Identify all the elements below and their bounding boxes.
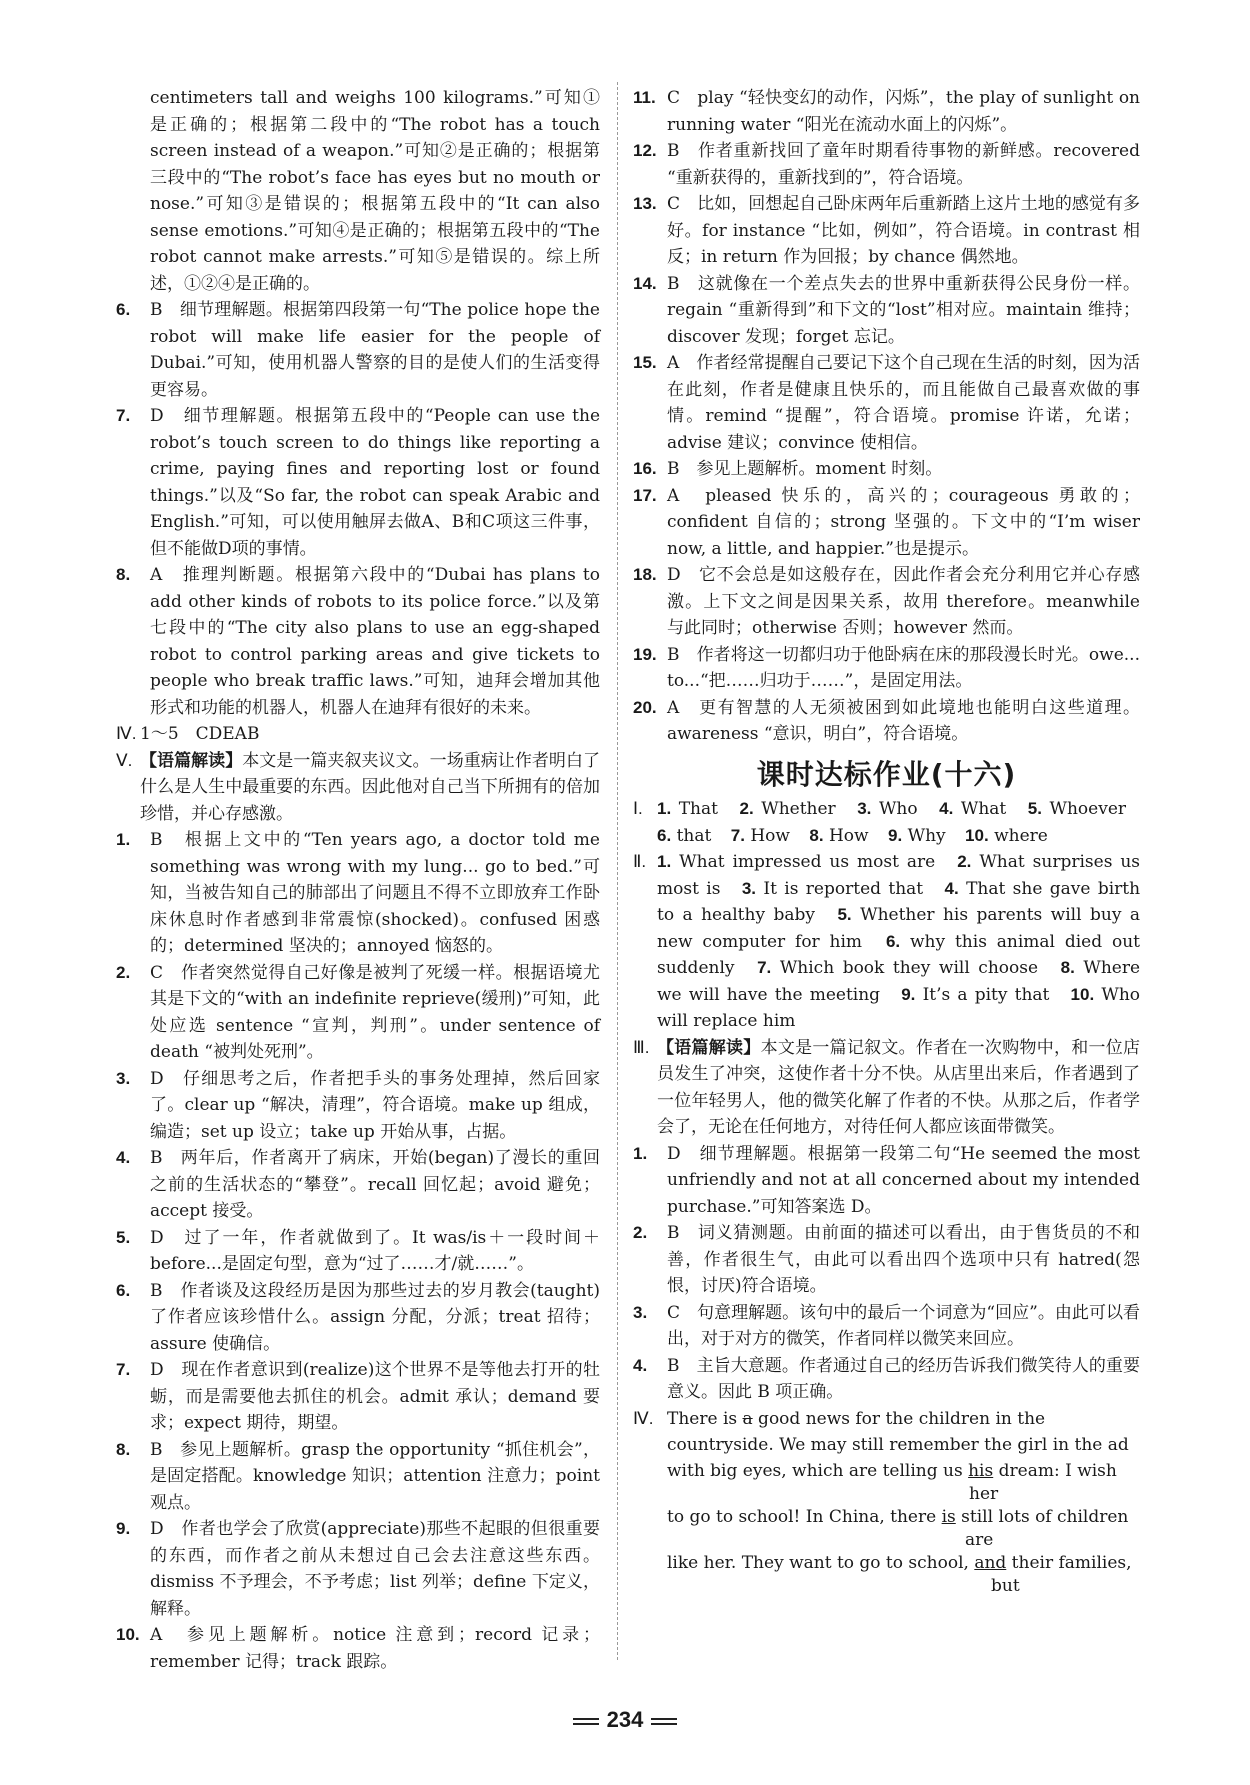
answer-number: 8. [809,825,824,845]
answer-item [116,403,600,562]
item-number: 9. [116,1519,131,1538]
answer-text: That she gave birth to a healthy baby [657,878,1141,925]
answer-number: 7. [730,825,745,845]
short-answer [939,799,1006,819]
short-answer [857,799,917,819]
answer-number: 3. [741,878,756,898]
section-4-left [116,721,600,748]
column-divider [617,82,618,1660]
answer-item [116,1278,600,1358]
answer-text: It’s a pity that [922,984,1050,1005]
short-answer [657,799,718,819]
item-number: 4. [116,1148,131,1167]
intro-paragraph [116,85,600,297]
item-number: 19. [633,644,657,664]
correction-line-2: countryside. We may still remember the girl in the ad [667,1434,1129,1455]
answer-item [633,456,1140,483]
answer-number: 8. [1060,958,1075,977]
item-explanation: B 作者将这一切都归功于他卧病在床的那段漫长时光。owe... to...“把……归功于……”，是固定用法。 [667,644,1140,691]
short-answer [657,852,935,872]
short-answer [1028,799,1126,819]
answer-item [116,1622,600,1675]
item-explanation: B 主旨大意题。作者通过自己的经历告诉我们微笑待人的重要意义。因此 B 项正确。 [667,1355,1140,1402]
item-number: 20. [633,697,657,717]
item-explanation: D 现在作者意识到(realize)这个世界不是等他去打开的牡蛎，而是需要他去抓住的机会。admit 承认；demand 要求；expect 期待，期望。 [150,1360,600,1433]
correction-line-3: with big eyes, which are telling us his dream: I wish [667,1460,1117,1481]
item-explanation: D 作者也学会了欣赏(appreciate)那些不起眼的但很重要的东西，而作者之前从未想过自己会去注意这些东西。dismiss 不予理会，不予考虑；list 列举；define 下定义，解释。 [150,1519,600,1619]
item-explanation: A 推理判断题。根据第六段中的“Dubai has plans to add other kinds of robots to its police force.”以及第七段中的“The city also plans to use an egg-shaped robot to control parking areas and give tickets to people who break traffic laws.”可知，迪拜会增加其他形式和功能的机器人，机器人在迪拜有很好的未来。 [150,565,600,718]
answer-item [633,642,1140,695]
passage-summary: 本文是一篇夹叙夹议文。一场重病让作者明白了什么是人生中最重要的东西。因此他对自己当下所拥有的倍加珍惜，并心存感激。 [140,750,601,824]
section-1-answers [633,796,1140,849]
answer-number: 6. [885,931,901,951]
item-explanation: D 细节理解题。根据第五段中的“People can use the robot’s touch screen to do things like reporting a crime, paying fines and reporting lost or found things.”以及“So far, the robot can speak Arabic and English.”可知，可以使用触屏去做A、B和C项这三件事，但不能做D项的事情。 [150,406,600,559]
section-roman: Ⅱ. [633,852,647,871]
item-number: 5. [116,1227,131,1247]
section-4-correction [633,1406,1140,1596]
correction-word: her [969,1483,999,1504]
answer-item [116,960,600,1066]
answer-number: 4. [944,878,959,898]
answer-item [633,271,1140,351]
answer-number: 6. [657,825,672,845]
item-number: 3. [116,1068,131,1088]
item-number: 18. [633,565,657,584]
footer-rule-right [651,1718,677,1725]
section-5-left [116,748,600,828]
answer-item [633,350,1140,456]
correction-line-4: to go to school! In China, there is still lots of children [667,1506,1129,1527]
short-answer [809,826,868,846]
right-column [633,85,1140,1596]
answer-item [116,1357,600,1437]
section-roman: Ⅳ. [633,1408,654,1428]
answer-number: 1. [657,852,672,871]
intro-text: centimeters tall and weighs 100 kilograms.”可知①是正确的；根据第二段中的“The robot has a touch screen instead of a weapon.”可知②是正确的；根据第三段中的“The robot’s face has eyes but no mouth or nose.”可知③是错误的；根据第五段中的“It can also sense emotions.”可知④是正确的；根据第五段中的“The robot cannot make arrests.”可知⑤是错误的。综上所述，①②④是正确的。 [150,88,600,294]
item-number: 2. [633,1223,648,1242]
answer-text: How [750,825,790,846]
item-explanation: D 细节理解题。根据第一段第二句“He seemed the most unfriendly and not at all concerned about my intended purchase.”可知答案选 D。 [667,1143,1140,1217]
item-number: 13. [633,194,657,213]
short-answer [965,826,1048,846]
answer-text: Where we will have the meeting [657,958,1141,1005]
short-answer [901,985,1049,1005]
item-number: 6. [116,300,131,319]
answer-text: that [676,825,712,846]
section-title: 课时达标作业(十六) [756,757,1017,791]
item-number: 4. [633,1355,648,1375]
answer-item [633,483,1140,563]
answer-item [116,1066,600,1146]
correction-word: but [991,1575,1020,1596]
item-explanation: C play “轻快变幻的动作，闪烁”，the play of sunlight on running water “阳光在流动水面上的闪烁”。 [667,88,1140,135]
section-3-right [633,1035,1140,1141]
item-explanation: A 作者经常提醒自己要记下这个自己现在生活的时刻，因为活在此刻，作者是健康且快乐的，而且能做自己最喜欢做的事情。remind “提醒”，符合语境。promise 许诺，允诺；advise 建议；convince 使相信。 [667,353,1140,453]
section-roman: Ⅴ. [116,750,133,770]
answer-number: 2. [739,799,754,818]
answer-item [116,1437,600,1517]
answer-number: 5. [1027,799,1042,818]
item-explanation: D 它不会总是如这般存在，因此作者会充分利用它并心存感激。上下文之间是因果关系，故用 therefore。meanwhile 与此同时；otherwise 否则；however 然而。 [667,565,1140,638]
item-number: 15. [633,353,657,372]
item-number: 12. [633,141,657,160]
answer-number: 10. [965,825,989,845]
answer-number: 4. [939,799,954,818]
item-explanation: B 细节理解题。根据第四段第一句“The police hope the robot will make life easier for the people of Dubai.”可知，使用机器人警察的目的是使人们的生活变得更容易。 [150,300,600,400]
correction-word: are [965,1529,994,1550]
footer-rule-left [573,1718,599,1725]
answer-text: What [960,799,1007,819]
answer-text: That [678,799,718,819]
item-explanation: D 过了一年，作者就做到了。It was/is＋一段时间＋before...是固定句型，意为“过了……才/就……”。 [150,1227,600,1274]
passage-tag: 【语篇解读】 [140,750,243,770]
answer-item [633,191,1140,271]
short-answer [657,826,711,846]
answer-text: why this animal died out suddenly [657,931,1141,978]
answer-item [633,562,1140,642]
error-word: is [941,1506,956,1527]
answer-item [633,1141,1140,1221]
item-explanation: B 作者谈及这段经历是因为那些过去的岁月教会(taught)了作者应该珍惜什么。assign 分配，分派；treat 招待；assure 使确信。 [150,1280,600,1354]
answer-text: Whether his parents will buy a new computer for him [657,905,1141,952]
answer-number: 1. [657,799,672,818]
answer-text: Who [878,799,918,819]
section-answers: 1～5 CDEAB [140,724,260,744]
passage-summary: 本文是一篇记叙文。作者在一次购物中，和一位店员发生了冲突，这使作者十分不快。从店里出来后，作者遇到了一位年轻男人，他的微笑化解了作者的不快。从那之后，作者学会了，无论在任何地方，对待任何人都应该面带微笑。 [657,1037,1141,1137]
answer-text: Why [907,825,946,846]
item-explanation: A pleased 快乐的，高兴的；courageous 勇敢的；confident 自信的；strong 坚强的。下文中的“I’m wiser now, a little, and happier.”也是提示。 [667,485,1140,559]
answer-text: Who will replace him [657,984,1141,1031]
correction-line-1: There is a good news for the children in the [667,1408,1046,1429]
item-number: 8. [116,565,131,584]
answer-number: 9. [888,825,903,845]
item-number: 6. [116,1280,131,1300]
answer-text: It is reported that [763,878,924,899]
answer-text: where [994,825,1048,846]
item-explanation: B 参见上题解析。moment 时刻。 [667,459,943,479]
short-answer [731,826,790,846]
page-number: 234 [606,1707,644,1732]
short-answer [888,826,946,846]
answer-number: 9. [901,984,916,1004]
short-answer [740,799,836,819]
item-explanation: B 作者重新找回了童年时期看待事物的新鲜感。recovered “重新获得的，重新找到的”，符合语境。 [667,141,1140,188]
answer-item [633,1300,1140,1353]
section-roman: Ⅲ. [633,1037,650,1057]
answer-item [633,138,1140,191]
error-word: and [974,1552,1007,1573]
answer-text: Which book they will choose [779,958,1039,978]
short-answer [757,958,1038,978]
item-explanation: D 仔细思考之后，作者把手头的事务处理掉，然后回家了。clear up “解决，清理”，符合语境。make up 组成，编造；set up 设立；take up 开始从事，占据。 [150,1068,600,1142]
item-number: 2. [116,962,131,982]
error-word: his [968,1460,994,1481]
answer-item [116,1145,600,1225]
answer-text: What impressed us most are [679,852,936,872]
answer-item [116,1516,600,1622]
item-number: 1. [116,830,131,849]
answer-text: Whether [761,799,836,819]
item-number: 1. [633,1143,648,1163]
answer-item [116,562,600,721]
correction-line-5: like her. They want to go to school, and their families, [667,1552,1132,1573]
section-2-answers [633,849,1140,1035]
answer-number: 7. [757,958,772,977]
section-roman: Ⅳ. [116,724,137,743]
answer-item [633,1220,1140,1300]
item-explanation: B 词义猜测题。由前面的描述可以看出，由于售货员的不和善，作者很生气，由此可以看出四个选项中只有 hatred(怨恨，讨厌)符合语境。 [667,1223,1140,1296]
short-answer [742,879,923,899]
item-explanation: B 参见上题解析。grasp the opportunity “抓住机会”，是固定搭配。knowledge 知识；attention 注意力；point 观点。 [150,1439,600,1513]
item-number: 10. [116,1625,140,1644]
deleted-word: a [742,1408,753,1429]
answer-text: Whoever [1049,799,1127,819]
section-roman: Ⅰ. [633,799,643,818]
item-number: 8. [116,1439,131,1459]
answer-number: 3. [857,799,872,818]
item-explanation: A 参见上题解析。notice 注意到；record 记录；remember 记得；track 跟踪。 [150,1625,600,1672]
answer-number: 5. [837,905,852,924]
answer-text: How [828,825,869,846]
left-column [116,85,600,1675]
item-explanation: C 作者突然觉得自己好像是被判了死缓一样。根据语境尤其是下文的“with an indefinite reprieve(缓刑)”可知，此处应选 sentence “宣判，判刑”。under sentence of death “被判处死刑”。 [150,962,600,1062]
answer-number: 10. [1070,984,1095,1004]
passage-tag: 【语篇解读】 [657,1037,761,1057]
item-number: 3. [633,1302,648,1322]
item-explanation: A 更有智慧的人无须被困到如此境地也能明白这些道理。awareness “意识，明白”，符合语境。 [667,697,1140,744]
item-explanation: B 两年后，作者离开了病床，开始(began)了漫长的重回之前的生活状态的“攀登”。recall 回忆起；avoid 避免；accept 接受。 [150,1148,600,1221]
item-explanation: B 根据上文中的“Ten years ago, a doctor told me something was wrong with my lung... go to bed.”可知，当被告知自己的肺部出了问题且不得不立即放弃工作卧床休息时作者感到非常震惊(shocked)。confused 困惑的；determined 坚决的；annoyed 恼怒的。 [150,830,600,956]
answer-item [633,695,1140,748]
answer-item [633,85,1140,138]
item-explanation: B 这就像在一个差点失去的世界中重新获得公民身份一样。regain “重新得到”和下文的“lost”相对应。maintain 维持；discover 发现；forget 忘记。 [667,273,1140,347]
answer-number: 2. [957,852,972,871]
answer-item [116,827,600,960]
item-number: 14. [633,273,657,293]
item-explanation: C 句意理解题。该句中的最后一个词意为“回应”。由此可以看出，对于对方的微笑，作者同样以微笑来回应。 [667,1302,1140,1349]
item-number: 16. [633,459,657,478]
item-number: 7. [116,406,131,425]
answer-item [116,1225,600,1278]
answer-item [116,297,600,403]
answer-item [633,1353,1140,1406]
answer-text: What surprises us most is [657,852,1141,899]
page-number-footer [0,1707,1250,1733]
item-explanation: C 比如，回想起自己卧床两年后重新踏上这片土地的感觉有多好。for instance “比如，例如”，符合语境。in contrast 相反；in return 作为回报；by chance 偶然地。 [667,194,1140,267]
item-number: 7. [116,1360,131,1379]
item-number: 17. [633,485,657,505]
item-number: 11. [633,88,656,107]
